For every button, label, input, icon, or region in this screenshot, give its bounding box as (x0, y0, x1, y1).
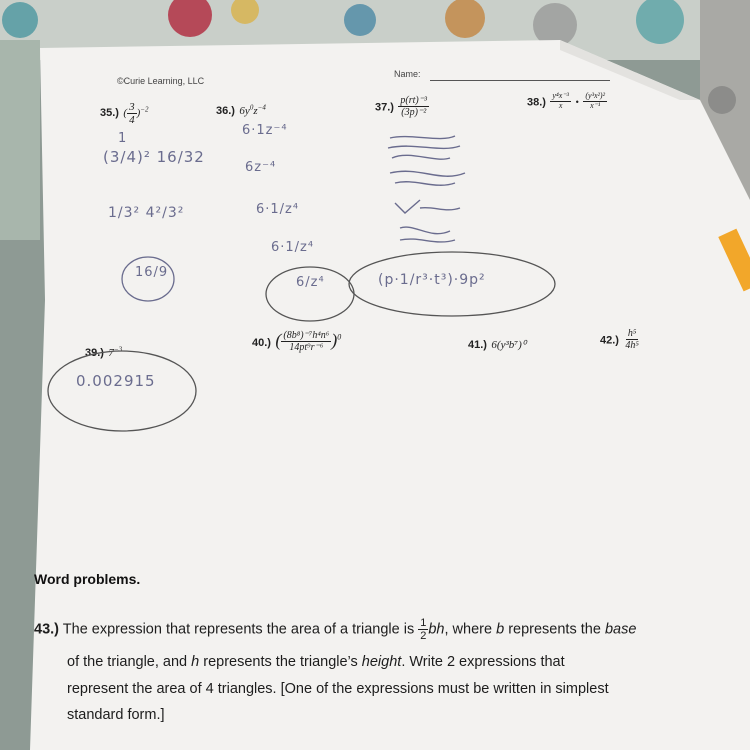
problem-number: 36.) (216, 105, 235, 117)
fraction-right: $\frac{\text{(y³x²)²}}{\text{x⁻¹}}$ (585, 91, 605, 110)
problem-number: 35.) (100, 107, 119, 120)
problem-41: 41.) 6(y³b⁷)⁰ (468, 339, 527, 351)
work-35-answer: 16/9 (135, 265, 169, 280)
numerator: p(rt)⁻³ (400, 95, 428, 106)
word-problems-heading: Word problems. (34, 571, 141, 587)
problem-43-line-1: 43.) The expression that represents the area of a triangle is $\frac{1}{2}$ bh, where b represents the base (34, 617, 637, 643)
problem-37 (375, 95, 429, 118)
problem-35-expression: ( $\frac{3}{4}$ )$^{-2}$ (123, 101, 149, 127)
work-36-line-1: 6·1z⁻⁴ (242, 123, 288, 138)
problem-number: 38.) (527, 96, 546, 109)
problem-42-fraction (623, 328, 640, 351)
problem-42 (600, 328, 641, 351)
problem-36 (216, 101, 266, 119)
problem-43-line-4: standard form.] (67, 707, 165, 723)
problem-43-line-3: represent the area of 4 triangles. [One of the expressions must be written in simplest (67, 681, 609, 697)
name-line (430, 80, 610, 81)
answer-circle-39 (44, 347, 204, 437)
problem-number: 43.) (34, 621, 59, 638)
work-35-line-3: 1/3² 4²/3² (108, 205, 185, 221)
problem-number: 42.) (600, 334, 619, 347)
work-35-line-1: 1 (118, 131, 128, 146)
work-36-answer: 6/z⁴ (296, 275, 325, 290)
problem-number: 39.) (85, 347, 104, 359)
exponent: 0 (337, 332, 342, 342)
problem-number: 41.) (468, 339, 487, 351)
problem-36-expression: $6y^0z^{-4}$ (239, 103, 266, 117)
answer-circle-35 (118, 254, 178, 304)
problem-number: 40.) (252, 337, 271, 349)
work-36-line-2: 6z⁻⁴ (245, 160, 277, 175)
fraction-left: $\frac{\text{y⁴x⁻³}}{x}$ (552, 91, 569, 110)
numerator: h⁵ (627, 328, 637, 339)
work-35-line-2: (3/4)² 16/32 (103, 148, 205, 166)
problem-number: 37.) (375, 101, 394, 114)
half-fraction: $\frac{1}{2}$ (420, 617, 427, 643)
work-36-line-4: 6·1/z⁴ (271, 240, 315, 255)
problem-40-fraction (281, 330, 331, 353)
work-36-line-3: 6·1/z⁴ (256, 202, 300, 217)
work-39-answer: 0.002915 (76, 372, 156, 390)
problem-37-fraction (398, 95, 429, 118)
problem-38: 38.) $\frac{\text{y⁴x⁻³}}{x}$ • $\frac{\text{(y³x²)²}}{\text{x⁻¹}}$ (527, 91, 605, 110)
name-label: Name: (394, 69, 421, 79)
copyright-text: ©Curie Learning, LLC (117, 76, 205, 86)
work-37-answer: (p·1/r³·t³)·9p² (378, 272, 486, 288)
denominator: 14pt⁹r⁻⁶ (289, 342, 324, 354)
problem-43-line-2: of the triangle, and h represents the triangle’s height. Write 2 expressions that (67, 654, 565, 670)
problem-39: 39.) $7^{-3}$ (85, 345, 123, 359)
scratch-work-37 (380, 128, 480, 258)
denominator: 4h⁵ (625, 340, 639, 351)
numerator: (8b⁸)⁻⁷h⁴n⁶ (283, 330, 330, 342)
problem-35 (100, 101, 149, 126)
denominator: (3p)⁻² (401, 107, 427, 118)
problem-40: 40.) ( $\frac{\text{(8b⁸)⁻⁷h⁴n⁶}}{\text{14pt⁹r⁻⁶}}$ )$^0$ (252, 330, 342, 354)
